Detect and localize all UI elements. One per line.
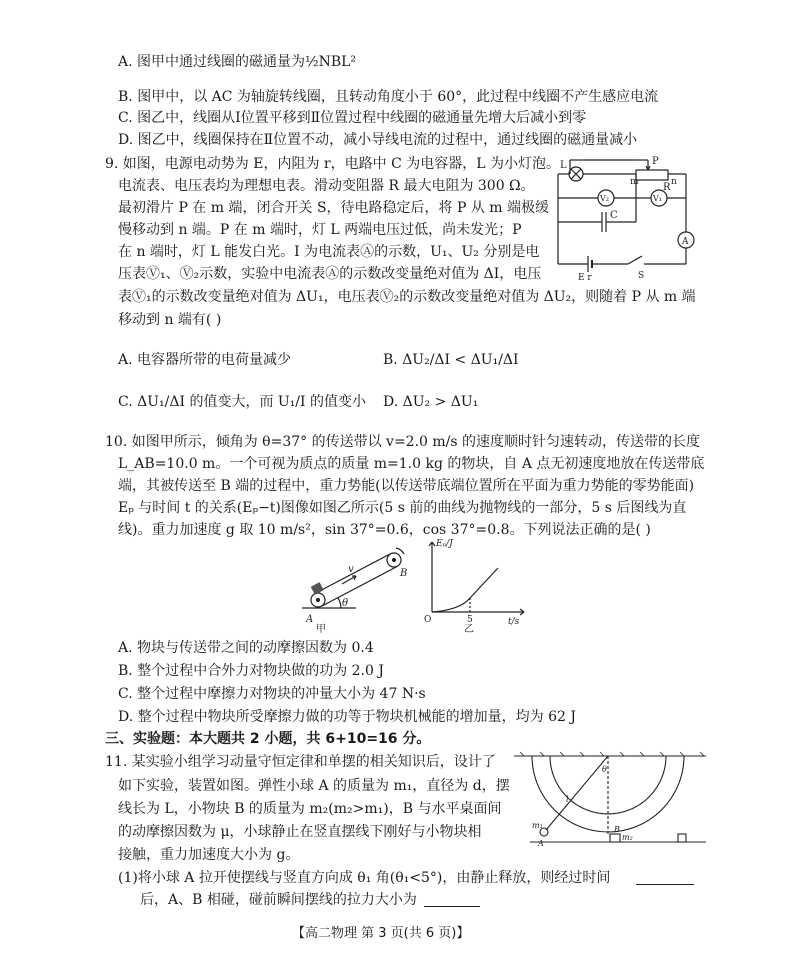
q10-option-b: B. 整个过程中合外力对物块做的功为 2.0 J [118, 663, 384, 679]
q11-line: 的动摩擦因数为 μ，小球静止在竖直摆线下刚好与小物块相 [118, 824, 482, 840]
yi-xlabel: t/s [508, 617, 520, 627]
pendulum-label: l [566, 795, 569, 804]
yi-tick: 5 [467, 615, 473, 625]
pendulum-label: m₁ [532, 821, 543, 830]
pendulum-label: A [538, 839, 544, 848]
section-heading: 三、实验题：本大题共 2 小题，共 6+10=16 分。 [105, 731, 431, 747]
block-icon [311, 582, 324, 595]
circuit-label: V₂ [600, 194, 609, 203]
q9-option-c: C. ΔU₁/ΔI 的值变大，而 U₁/I 的值变小 [118, 394, 367, 410]
pendulum-label: θ [602, 765, 607, 774]
fig-label: B [400, 568, 408, 579]
q8-option-a: A. 图甲中通过线圈的磁通量为½NBL² [118, 54, 357, 70]
fig-label: v [348, 564, 354, 575]
fig-caption: 甲 [316, 624, 326, 635]
q10-line: 线)。重力加速度 g 取 10 m/s²，sin 37°=0.6，cos 37°=0.8。下列说法正确的是( ) [118, 522, 651, 538]
q10-option-c: C. 整个过程中摩擦力对物块的冲量大小为 47 N·s [118, 686, 426, 702]
q9-line: 9. 如图，电源电动势为 E，内阻为 r，电路中 C 为电容器，L 为小灯泡。 [105, 156, 560, 172]
q8-option-b: B. 图甲中，以 AC 为轴旋转线圈，且转动角度小于 60°，此过程中线圈不产生感应电流 [118, 89, 659, 105]
q11-sub1: (1)将小球 A 拉开使摆线与竖直方向成 θ₁ 角(θ₁<5°)，由静止释放，则经过时间 [118, 870, 611, 886]
q8-option-d: D. 图乙中，线圈保持在Ⅱ位置不动，减小导线电流的过程中，通过线圈的磁通量减小 [118, 132, 638, 148]
yi-origin: O [424, 615, 432, 625]
q10-line: Eₚ 与时间 t 的关系(Eₚ−t)图像如图乙所示(5 s 前的曲线为抛物线的一部分，5 s 后图线为直 [118, 500, 687, 516]
q9-option-d: D. ΔU₂ > ΔU₁ [383, 394, 479, 410]
q9-line: 慢移动到 n 端。P 在 m 端时，灯 L 两端电压过低，尚未发光；P [118, 222, 522, 238]
q11-line: 11. 某实验小组学习动量守恒定律和单摆的相关知识后，设计了 [105, 754, 496, 770]
q9-line: 最初滑片 P 在 m 端，闭合开关 S，待电路稳定后，将 P 从 m 端极缓 [118, 200, 550, 216]
q11-sub1: 后，A、B 相碰，碰前瞬间摆线的拉力大小为 [140, 892, 417, 908]
circuit-label: m [630, 177, 639, 187]
q11-line: 接触，重力加速度大小为 g。 [118, 847, 300, 863]
answer-blank[interactable] [636, 884, 694, 885]
q10-figure-jia [296, 540, 412, 635]
q9-option-a: A. 电容器所带的电荷量减少 [118, 352, 292, 368]
q9-line: 移动到 n 端有( ) [118, 312, 222, 328]
fig-label: A [306, 614, 314, 625]
q10-option-d: D. 整个过程中物块所受摩擦力做的功等于物块机械能的增加量，均为 62 J [118, 709, 576, 725]
q10-figure-yi [420, 536, 530, 634]
q9-line: 在 n 端时，灯 L 能发白光。I 为电流表Ⓐ的示数，U₁、U₂ 分别是电 [118, 244, 540, 260]
q9-line: 表Ⓥ₁的示数改变量绝对值为 ΔU₁，电压表Ⓥ₂的示数改变量绝对值为 ΔU₂，则随着 P 从 m 端 [118, 289, 696, 305]
q9-line: 电流表、电压表均为理想电表。滑动变阻器 R 最大电阻为 300 Ω。 [118, 178, 535, 194]
circuit-label: P [652, 156, 659, 167]
circuit-label: S [638, 271, 645, 281]
q10-line: 端，其被传送至 B 端的过程中，重力势能(以传送带底端位置所在平面为重力势能的零势能面) [118, 478, 695, 494]
fig-caption: 乙 [464, 624, 474, 635]
circuit-label: n [671, 177, 677, 187]
circuit-label: A [682, 237, 689, 247]
q11-line: 如下实验，装置如图。弹性小球 A 的质量为 m₁，直径为 d，摆 [118, 778, 510, 794]
circuit-label: C [610, 210, 618, 221]
pendulum-label: B [614, 825, 620, 834]
circuit-label: V₁ [653, 194, 662, 203]
q8-option-c: C. 图乙中，线圈从Ⅰ位置平移到Ⅱ位置过程中线圈的磁通量先增大后减小到零 [118, 110, 587, 126]
q10-option-a: A. 物块与传送带之间的动摩擦因数为 0.4 [118, 640, 374, 656]
page-footer: 【高二物理 第 3 页(共 6 页)】 [292, 926, 470, 941]
circuit-label: R [663, 182, 671, 193]
q11-line: 线长为 L，小物块 B 的质量为 m₂(m₂>m₁)，B 与水平桌面间 [118, 801, 502, 817]
q10-line: 10. 如图甲所示，倾角为 θ=37° 的传送带以 v=2.0 m/s 的速度顺时针匀速转动，传送带的长度 [105, 434, 701, 450]
circuit-label: E r [578, 273, 592, 283]
fig-label: θ [342, 598, 349, 609]
yi-ylabel: Eₚ/J [436, 539, 453, 549]
circuit-label: L [560, 160, 567, 171]
answer-blank[interactable] [424, 906, 480, 907]
q9-circuit-diagram [548, 152, 698, 283]
q9-option-b: B. ΔU₂/ΔI < ΔU₁/ΔI [383, 352, 519, 368]
q11-pendulum-diagram [510, 750, 710, 850]
pendulum-label: m₂ [622, 833, 633, 842]
q9-line: 压表Ⓥ₁、Ⓥ₂示数，实验中电流表Ⓐ的示数改变量绝对值为 ΔI，电压 [118, 266, 542, 282]
q10-line: L_AB=10.0 m。一个可视为质点的质量 m=1.0 kg 的物块，自 A 点无初速度地放在传送带底 [118, 456, 705, 472]
